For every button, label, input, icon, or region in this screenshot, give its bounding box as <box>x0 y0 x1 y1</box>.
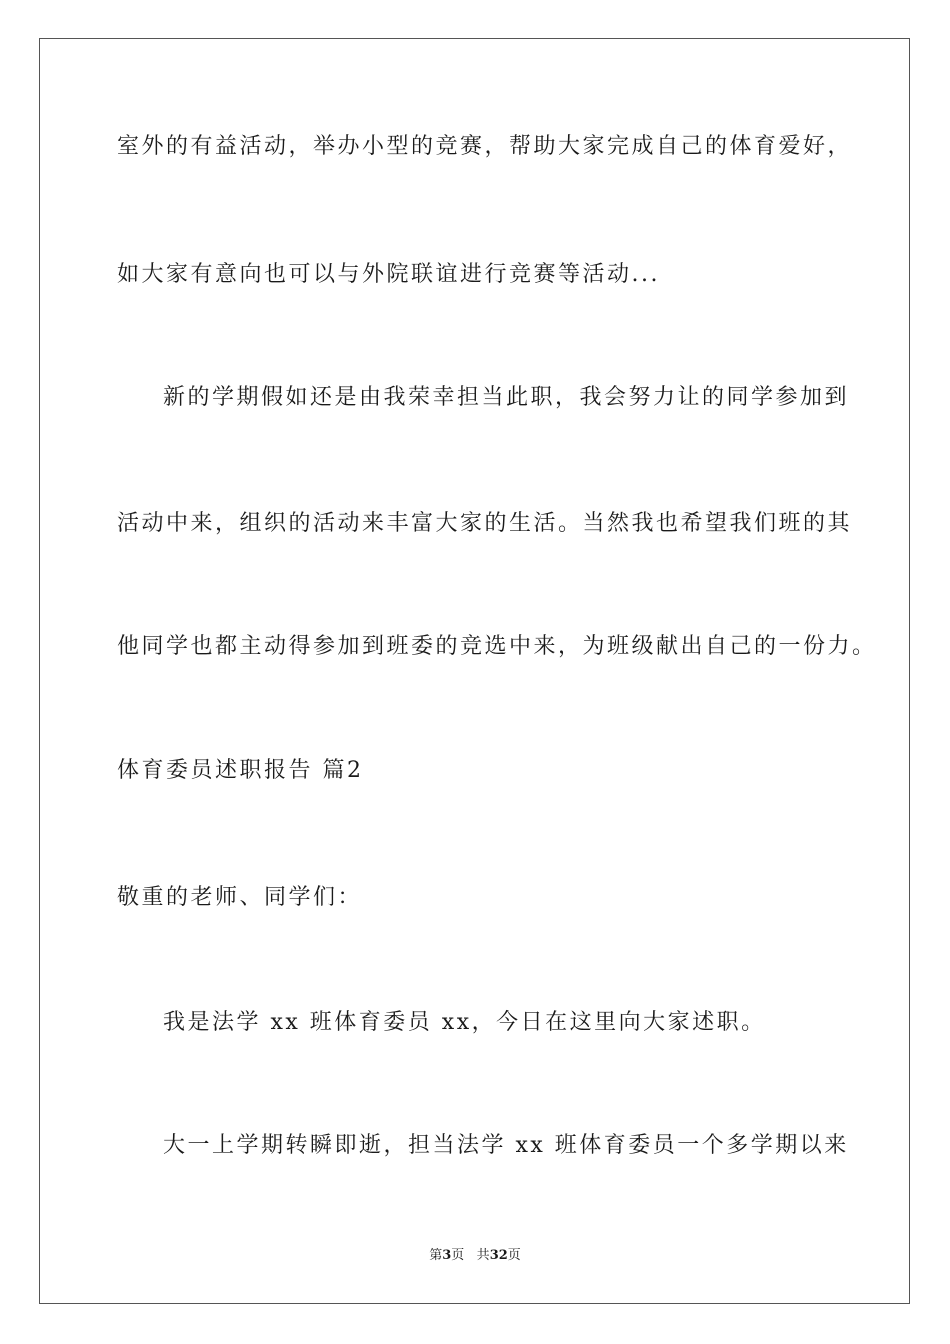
section-heading: 体育委员述职报告 篇2 <box>117 758 364 783</box>
salutation: 敬重的老师、同学们： <box>117 885 363 910</box>
body-line-9: 大一上学期转瞬即逝，担当法学 xx 班体育委员一个多学期以来 <box>163 1133 849 1158</box>
footer-page-number: 3 <box>442 1248 452 1263</box>
page-frame <box>39 38 910 1304</box>
body-line-1: 室外的有益活动，举办小型的竞赛，帮助大家完成自己的体育爱好， <box>117 134 853 159</box>
page-footer <box>0 1248 950 1264</box>
body-line-5: 他同学也都主动得参加到班委的竞选中来，为班级献出自己的一份力。 <box>117 634 877 659</box>
footer-page-prefix: 第 <box>429 1248 443 1263</box>
body-line-3: 新的学期假如还是由我荣幸担当此职，我会努力让的同学参加到 <box>163 385 850 410</box>
body-line-8: 我是法学 xx 班体育委员 xx，今日在这里向大家述职。 <box>163 1010 766 1035</box>
footer-total-suffix: 页 <box>507 1248 521 1263</box>
body-line-2: 如大家有意向也可以与外院联谊进行竞赛等活动... <box>117 262 660 287</box>
footer-page-suffix: 页 <box>451 1248 465 1263</box>
footer-total-prefix: 共 <box>476 1248 490 1263</box>
body-line-4: 活动中来，组织的活动来丰富大家的生活。当然我也希望我们班的其 <box>117 511 853 536</box>
footer-total-pages: 32 <box>489 1248 508 1263</box>
